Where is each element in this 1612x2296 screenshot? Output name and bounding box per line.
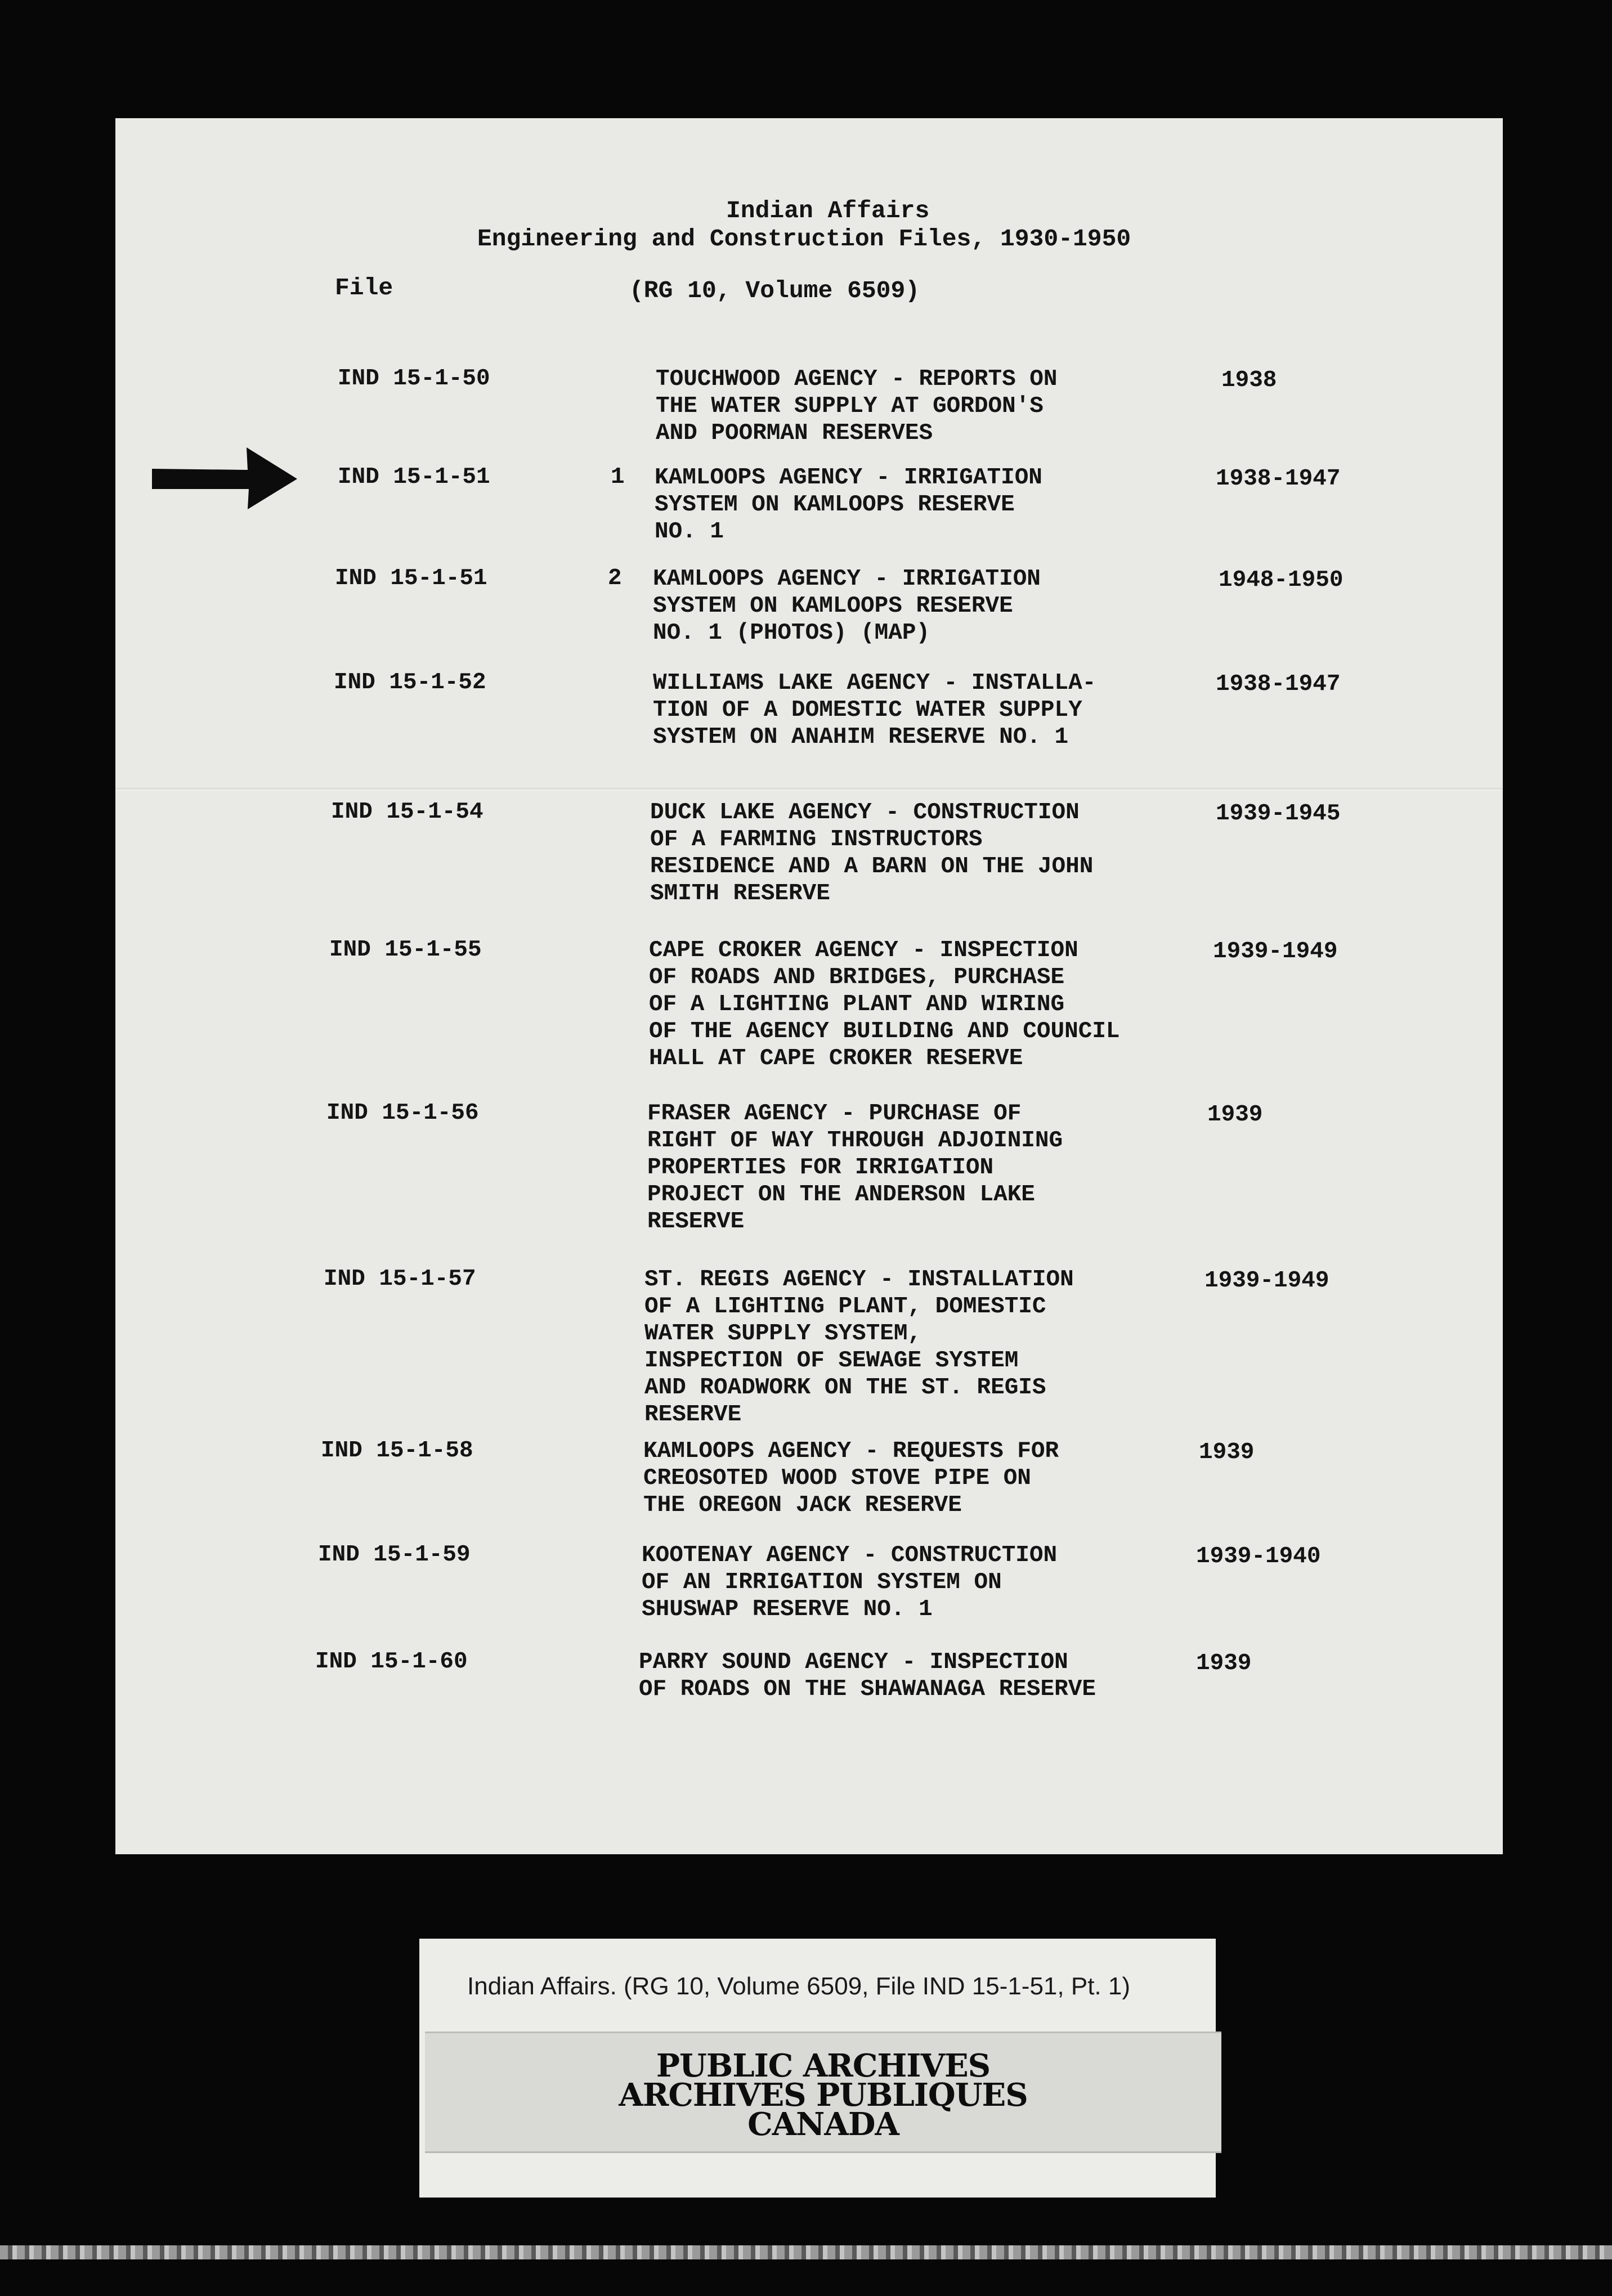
file-description-line: INSPECTION OF SEWAGE SYSTEM [644, 1348, 1019, 1374]
arrow-right-icon [152, 447, 298, 509]
file-date-range: 1939 [1207, 1102, 1263, 1128]
document-title: Indian Affairs [726, 197, 930, 225]
file-description-line: SYSTEM ON KAMLOOPS RESERVE [653, 593, 1013, 619]
file-description-line: RESERVE [644, 1402, 742, 1428]
file-description-line: SYSTEM ON KAMLOOPS RESERVE [655, 492, 1015, 518]
file-description-line: OF ROADS ON THE SHAWANAGA RESERVE [639, 1676, 1096, 1702]
file-description-line: SMITH RESERVE [650, 881, 830, 907]
file-description-line: AND POORMAN RESERVES [656, 420, 933, 446]
file-date-range: 1939-1949 [1204, 1268, 1329, 1294]
stamp-line-3: CANADA [747, 2106, 899, 2143]
file-part-number: 2 [608, 566, 622, 591]
film-edge-strip [0, 2245, 1612, 2259]
file-description-line: NO. 1 (PHOTOS) (MAP) [653, 620, 930, 646]
file-number: IND 15-1-54 [331, 799, 483, 825]
file-description-line: DUCK LAKE AGENCY - CONSTRUCTION [650, 800, 1080, 826]
file-description-line: KAMLOOPS AGENCY - REQUESTS FOR [643, 1438, 1059, 1464]
file-description-line: CREOSOTED WOOD STOVE PIPE ON [643, 1465, 1031, 1491]
file-number: IND 15-1-58 [321, 1438, 473, 1464]
file-date-range: 1939 [1199, 1440, 1255, 1465]
document-subtitle: Engineering and Construction Files, 1930-1950 [477, 225, 1131, 253]
file-date-range: 1938-1947 [1216, 466, 1341, 492]
stamp-line-1: PUBLIC ARCHIVES [656, 2047, 991, 2084]
file-description-line: WATER SUPPLY SYSTEM, [644, 1321, 922, 1347]
record-group-reference: (RG 10, Volume 6509) [629, 277, 920, 304]
file-description-line: SHUSWAP RESERVE NO. 1 [642, 1597, 933, 1622]
file-description-line: OF A FARMING INSTRUCTORS [650, 827, 983, 853]
file-column-label: File [335, 274, 393, 302]
file-number: IND 15-1-55 [329, 937, 482, 963]
file-description-line: OF THE AGENCY BUILDING AND COUNCIL [649, 1019, 1120, 1044]
file-number: IND 15-1-51 [338, 464, 490, 490]
file-part-number: 1 [611, 464, 625, 490]
file-description-line: WILLIAMS LAKE AGENCY - INSTALLA- [653, 670, 1096, 696]
file-description-line: NO. 1 [655, 519, 724, 545]
file-description-line: PROPERTIES FOR IRRIGATION [647, 1155, 994, 1181]
file-number: IND 15-1-59 [318, 1542, 471, 1568]
file-description-line: THE WATER SUPPLY AT GORDON'S [656, 393, 1044, 419]
file-description-line: KAMLOOPS AGENCY - IRRIGATION [655, 465, 1042, 491]
file-date-range: 1939-1949 [1213, 939, 1338, 965]
file-number: IND 15-1-51 [335, 566, 487, 591]
file-description-line: FRASER AGENCY - PURCHASE OF [647, 1101, 1022, 1127]
file-number: IND 15-1-52 [334, 670, 486, 696]
file-description-line: ST. REGIS AGENCY - INSTALLATION [644, 1267, 1074, 1293]
file-description-line: OF AN IRRIGATION SYSTEM ON [642, 1569, 1002, 1595]
file-description-line: TION OF A DOMESTIC WATER SUPPLY [653, 697, 1082, 723]
file-description-line: TOUCHWOOD AGENCY - REPORTS ON [656, 366, 1058, 392]
file-description-line: THE OREGON JACK RESERVE [643, 1492, 962, 1518]
file-description-line: PROJECT ON THE ANDERSON LAKE [647, 1182, 1035, 1208]
file-description-line: OF A LIGHTING PLANT AND WIRING [649, 992, 1065, 1017]
file-date-range: 1939-1945 [1216, 801, 1341, 827]
file-description-line: RESERVE [647, 1209, 745, 1235]
file-number: IND 15-1-50 [338, 366, 490, 392]
file-description-line: CAPE CROKER AGENCY - INSPECTION [649, 938, 1078, 963]
file-description-line: OF A LIGHTING PLANT, DOMESTIC [644, 1294, 1046, 1320]
file-number: IND 15-1-57 [324, 1266, 476, 1292]
file-description-line: KAMLOOPS AGENCY - IRRIGATION [653, 566, 1041, 592]
archive-label-card [419, 1939, 1216, 2198]
file-description-line: SYSTEM ON ANAHIM RESERVE NO. 1 [653, 724, 1069, 750]
document-page [115, 118, 1503, 1854]
file-description-line: PARRY SOUND AGENCY - INSPECTION [639, 1649, 1068, 1675]
file-description-line: RIGHT OF WAY THROUGH ADJOINING [647, 1128, 1063, 1154]
file-date-range: 1939-1940 [1196, 1544, 1321, 1569]
file-description-line: KOOTENAY AGENCY - CONSTRUCTION [642, 1542, 1058, 1568]
stamp-line-2: ARCHIVES PUBLIQUES [619, 2077, 1028, 2114]
file-date-range: 1938-1947 [1216, 671, 1341, 697]
file-date-range: 1938 [1221, 367, 1277, 393]
file-date-range: 1948-1950 [1219, 567, 1344, 593]
archive-citation: Indian Affairs. (RG 10, Volume 6509, File IND 15-1-51, Pt. 1) [467, 1972, 1130, 2000]
file-description-line: HALL AT CAPE CROKER RESERVE [649, 1046, 1023, 1071]
file-number: IND 15-1-56 [326, 1100, 479, 1126]
page-fold-crease [115, 788, 1503, 791]
file-description-line: RESIDENCE AND A BARN ON THE JOHN [650, 854, 1094, 880]
file-date-range: 1939 [1196, 1651, 1252, 1676]
file-number: IND 15-1-60 [315, 1649, 468, 1675]
file-description-line: AND ROADWORK ON THE ST. REGIS [644, 1375, 1046, 1401]
file-description-line: OF ROADS AND BRIDGES, PURCHASE [649, 965, 1065, 990]
archive-stamp-panel [425, 2032, 1221, 2153]
